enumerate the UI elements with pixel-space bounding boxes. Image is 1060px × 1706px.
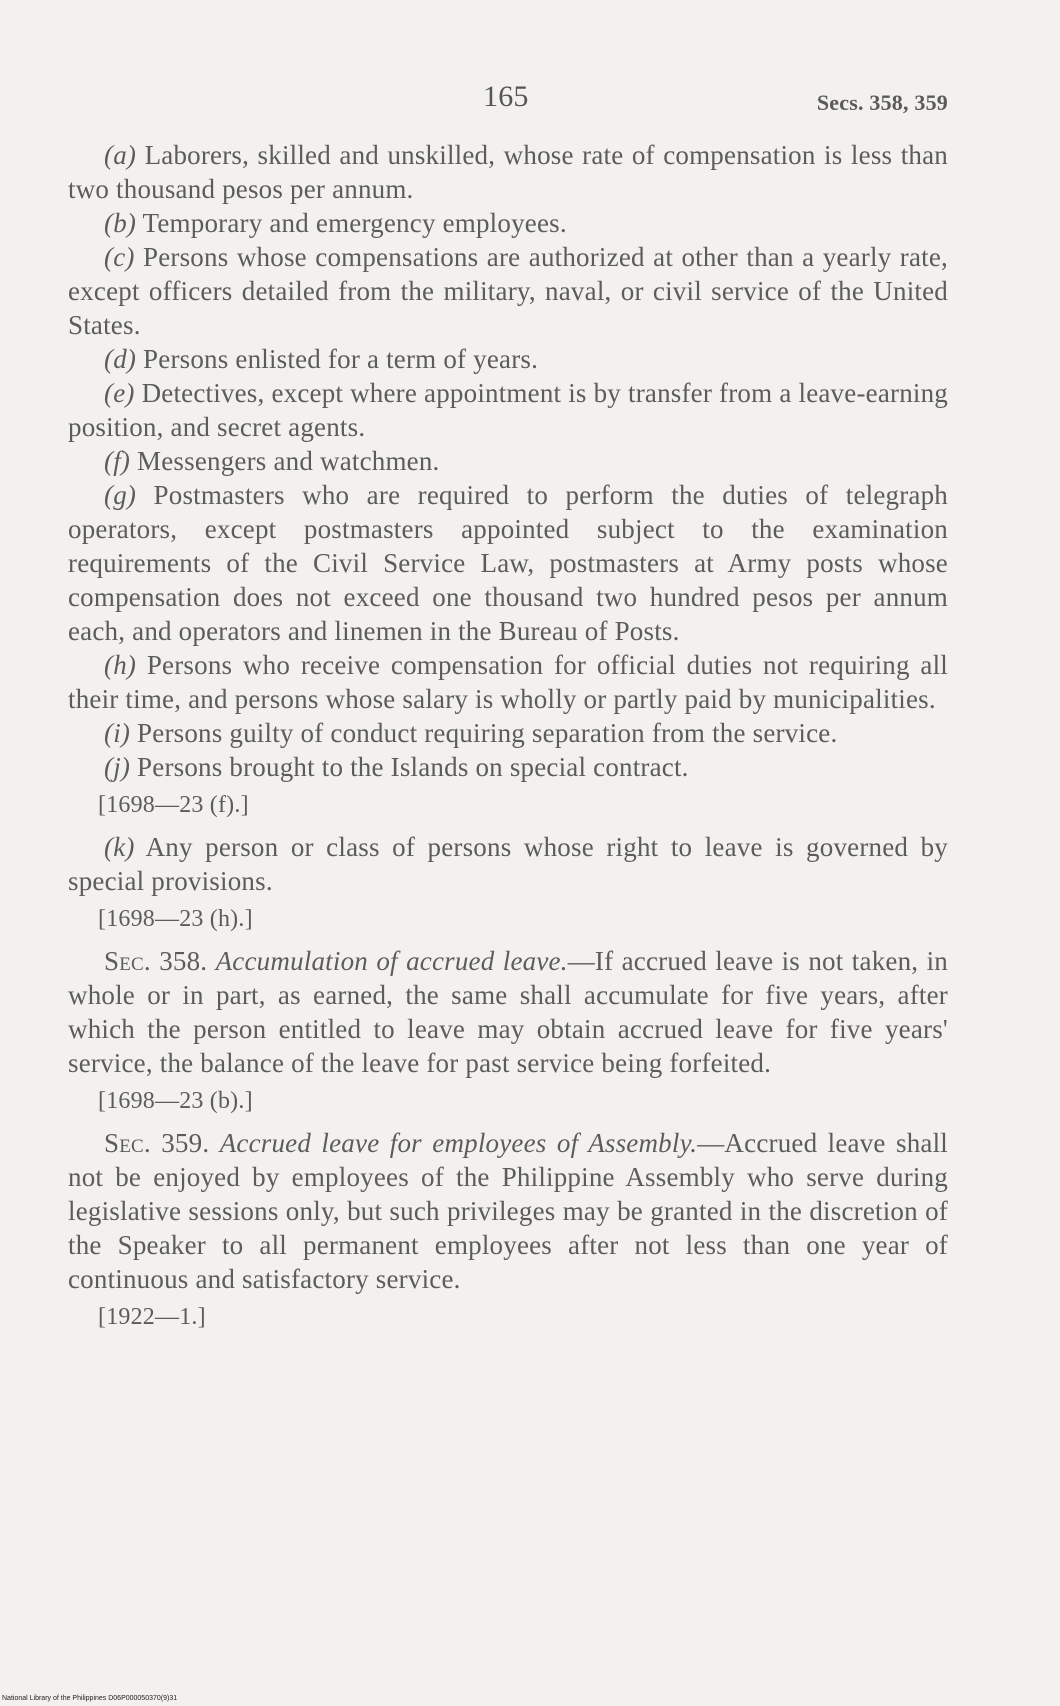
item-d [68,342,948,376]
section-label: Sec. 359. [104,1128,210,1158]
citation: [1698—23 (b).] [98,1088,253,1114]
running-head: Secs. 358, 359 [816,90,948,115]
item-c [68,240,948,342]
item-text: Persons who receive compensation for official duties not requiring all their time, and persons whose salary is wholly or partly paid by municipalities. [68,650,948,714]
item-letter: (d) [104,344,137,374]
item-letter: (f) [104,446,131,476]
section-title: Accrued leave for employees of Assembly. [219,1128,698,1158]
item-letter: (e) [104,378,135,408]
item-letter: (g) [104,480,137,510]
item-text: Detectives, except where appointment is by transfer from a leave-earning position, and secret agents. [68,378,948,442]
item-letter: (k) [104,832,135,862]
item-text: Persons whose compensations are authorized at other than a yearly rate, except officers detailed from the military, naval, or civil service of the United States. [68,242,948,340]
section-359 [68,1126,948,1296]
item-text: Temporary and emergency employees. [136,208,567,238]
item-j [68,750,948,784]
item-f [68,444,948,478]
item-letter: (a) [104,140,137,170]
item-text: Laborers, skilled and unskilled, whose rate of compensation is less than two thousand pesos per annum. [68,140,948,204]
section-body: —If accrued leave is not taken, in whole or in part, as earned, the same shall accumulate for five years, after which the person entitled to leave may obtain accrued leave for five years' service, the balance of the leave for past service being forfeited. [68,946,948,1078]
section-358 [68,944,948,1080]
item-a [68,138,948,206]
item-letter: (b) [104,208,137,238]
item-text: Persons enlisted for a term of years. [136,344,539,374]
item-letter: (c) [104,242,135,272]
section-label: Sec. 358. [104,946,208,976]
item-text: Persons brought to the Islands on special contract. [130,752,689,782]
item-text: Any person or class of persons whose right to leave is governed by special provisions. [68,832,948,896]
item-text: Persons guilty of conduct requiring separation from the service. [130,718,838,748]
item-g [68,478,948,648]
citation: [1922—1.] [98,1304,206,1330]
section-title: Accumulation of accrued leave. [215,946,568,976]
item-letter: (j) [104,752,131,782]
item-h [68,648,948,716]
item-text: Postmasters who are required to perform the duties of telegraph operators, except postmasters appointed subject to the examination requirements of the Civil Service Law, postmasters at Army posts whose compensation does not exceed one thousand two hundred pesos per annum each, and operators and linemen in the Bureau of Posts. [68,480,948,646]
item-letter: (i) [104,718,131,748]
item-i [68,716,948,750]
item-b [68,206,948,240]
page-number: 165 [483,80,529,113]
item-letter: (h) [104,650,137,680]
item-k [68,830,948,898]
citation: [1698—23 (f).] [98,792,249,818]
section-body: —Accrued leave shall not be enjoyed by employees of the Philippine Assembly who serve during legislative sessions only, but such privileges may be granted in the discretion of the Speaker to all permanent employees after not less than one year of continuous and satisfactory service. [68,1128,948,1294]
item-text: Messengers and watchmen. [130,446,440,476]
page-header [68,80,948,130]
scan-footer: National Library of the Philippines D06P000050370(9)31 [2,1695,178,1702]
citation: [1698—23 (h).] [98,906,253,932]
text-block [68,80,948,1342]
item-e [68,376,948,444]
